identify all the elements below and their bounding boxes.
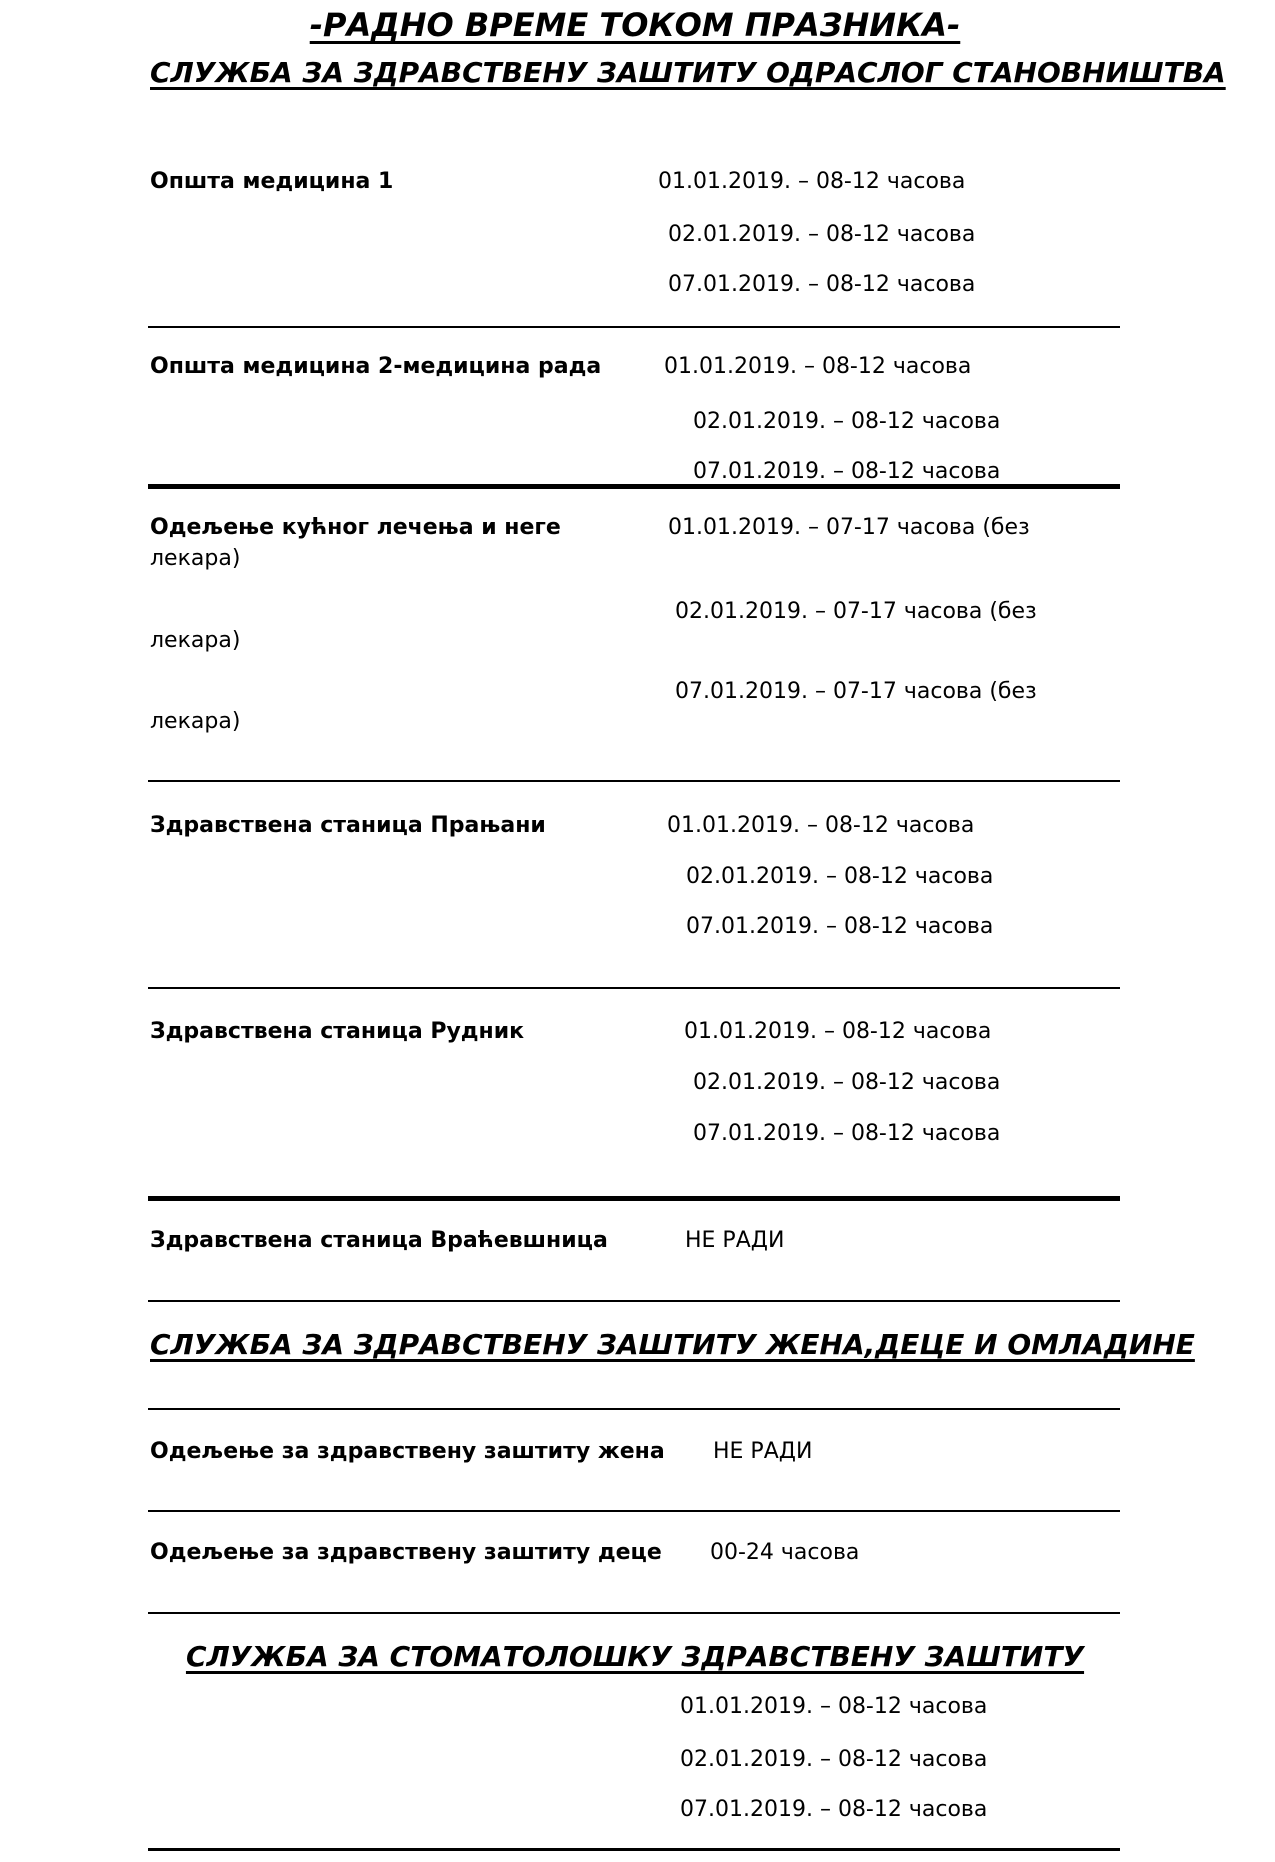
section-header-adults: СЛУЖБА ЗА ЗДРАВСТВЕНУ ЗАШТИТУ ОДРАСЛОГ СТАНОВНИШТВА [150, 56, 1226, 89]
time-entry: 01.01.2019. – 08-12 часова [680, 1694, 988, 1719]
time-entry: 02.01.2019. – 08-12 часова [686, 864, 994, 889]
doc-title: -РАДНО ВРЕМЕ ТОКОМ ПРАЗНИКА- [309, 6, 961, 44]
row-label: Здравствена станица Рудник [150, 1019, 525, 1044]
time-entry: 07.01.2019. – 08-12 часова [680, 1797, 988, 1822]
time-entry: НЕ РАДИ [685, 1228, 785, 1253]
time-entry: НЕ РАДИ [713, 1439, 813, 1464]
time-entry: 02.01.2019. – 08-12 часова [680, 1747, 988, 1772]
divider [148, 1408, 1120, 1410]
time-entry: 01.01.2019. – 08-12 часова [664, 354, 972, 379]
time-entry: 07.01.2019. – 08-12 часова [693, 459, 1001, 484]
time-entry-wrap: лекара) [150, 546, 241, 571]
row-label: Здравствена станица Враћевшница [150, 1228, 608, 1253]
time-entry: 02.01.2019. – 07-17 часова (без [675, 599, 1037, 624]
divider-thick [148, 1196, 1120, 1201]
row-label: Одељење за здравствену заштиту жена [150, 1439, 665, 1464]
time-entry: 02.01.2019. – 08-12 часова [668, 222, 976, 247]
time-entry: 00-24 часова [710, 1540, 860, 1565]
divider-bottom [148, 1848, 1120, 1851]
row-label: Одељење кућног лечења и неге [150, 515, 561, 540]
time-entry: 07.01.2019. – 08-12 часова [693, 1121, 1001, 1146]
divider-thick [148, 484, 1120, 489]
time-entry-wrap: лекара) [150, 628, 241, 653]
divider [148, 1612, 1120, 1614]
row-label: Општа медицина 2-медицина рада [150, 354, 602, 379]
time-entry: 07.01.2019. – 08-12 часова [668, 272, 976, 297]
divider [148, 987, 1120, 989]
time-entry: 07.01.2019. – 07-17 часова (без [675, 679, 1037, 704]
time-entry: 07.01.2019. – 08-12 часова [686, 914, 994, 939]
divider [148, 1510, 1120, 1512]
time-entry: 01.01.2019. – 08-12 часова [684, 1019, 992, 1044]
time-entry-wrap: лекара) [150, 709, 241, 734]
row-label: Здравствена станица Прањани [150, 813, 546, 838]
time-entry: 01.01.2019. – 08-12 часова [658, 169, 966, 194]
row-label: Одељење за здравствену заштиту деце [150, 1540, 662, 1565]
divider [148, 1300, 1120, 1302]
time-entry: 02.01.2019. – 08-12 часова [693, 1070, 1001, 1095]
time-entry: 01.01.2019. – 08-12 часова [667, 813, 975, 838]
row-label: Општа медицина 1 [150, 169, 394, 194]
divider [148, 326, 1120, 328]
divider [148, 780, 1120, 782]
time-entry: 02.01.2019. – 08-12 часова [693, 409, 1001, 434]
time-entry: 01.01.2019. – 07-17 часова (без [668, 515, 1030, 540]
section-header-women-children: СЛУЖБА ЗА ЗДРАВСТВЕНУ ЗАШТИТУ ЖЕНА,ДЕЦЕ И ОМЛАДИНЕ [150, 1328, 1195, 1361]
section-header-dental: СЛУЖБА ЗА СТОМАТОЛОШКУ ЗДРАВСТВЕНУ ЗАШТИТУ [185, 1640, 1085, 1673]
